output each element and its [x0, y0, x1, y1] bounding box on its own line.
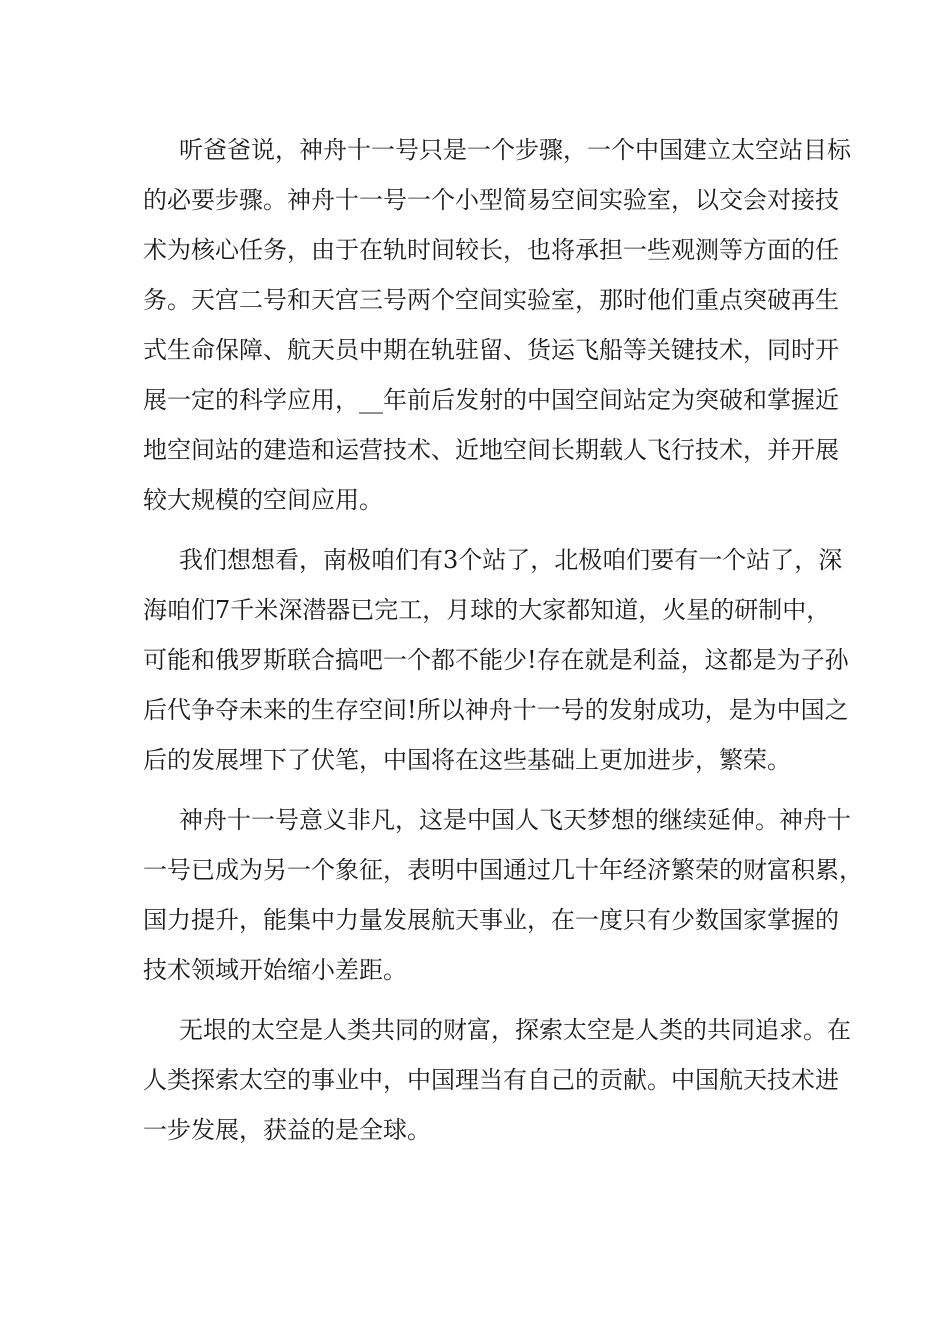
- paragraph-line: 技术领域开始缩小差距。: [143, 956, 407, 984]
- paragraph-line: 的必要步骤。神舟十一号一个小型简易空间实验室，以交会对接技: [143, 186, 839, 214]
- paragraph-line: 务。天宫二号和天宫三号两个空间实验室，那时他们重点突破再生: [143, 286, 839, 314]
- paragraph-line: 术为核心任务，由于在轨时间较长，也将承担一些观测等方面的任: [143, 236, 839, 264]
- paragraph-line: 地空间站的建造和运营技术、近地空间长期载人飞行技术，并开展: [143, 436, 839, 464]
- paragraph-line: 可能和俄罗斯联合搞吧一个都不能少!存在就是利益，这都是为子孙: [143, 646, 849, 674]
- paragraph-line: 海咱们7千米深潜器已完工，月球的大家都知道，火星的研制中，: [143, 596, 831, 624]
- paragraph-line: 展一定的科学应用，__年前后发射的中国空间站定为突破和掌握近: [143, 386, 839, 414]
- paragraph-line: 后的发展埋下了伏笔，中国将在这些基础上更加进步，繁荣。: [143, 746, 791, 774]
- paragraph-line: 人类探索太空的事业中，中国理当有自己的贡献。中国航天技术进: [143, 1066, 839, 1094]
- paragraph-line: 无垠的太空是人类共同的财富，探索太空是人类的共同追求。在: [179, 1016, 851, 1044]
- paragraph-line: 后代争夺未来的生存空间!所以神舟十一号的发射成功，是为中国之: [143, 696, 849, 724]
- paragraph-line: 一号已成为另一个象征，表明中国通过几十年经济繁荣的财富积累，: [143, 856, 863, 884]
- paragraph-line: 神舟十一号意义非凡，这是中国人飞天梦想的继续延伸。神舟十: [179, 806, 851, 834]
- paragraph-line: 听爸爸说，神舟十一号只是一个步骤，一个中国建立太空站目标: [179, 136, 851, 164]
- paragraph-line: 较大规模的空间应用。: [143, 486, 383, 514]
- paragraph-line: 一步发展，获益的是全球。: [143, 1116, 431, 1144]
- paragraph-line: 式生命保障、航天员中期在轨驻留、货运飞船等关键技术，同时开: [143, 336, 839, 364]
- paragraph-line: 我们想想看，南极咱们有3个站了，北极咱们要有一个站了，深: [179, 546, 843, 574]
- paragraph-line: 国力提升，能集中力量发展航天事业，在一度只有少数国家掌握的: [143, 906, 839, 934]
